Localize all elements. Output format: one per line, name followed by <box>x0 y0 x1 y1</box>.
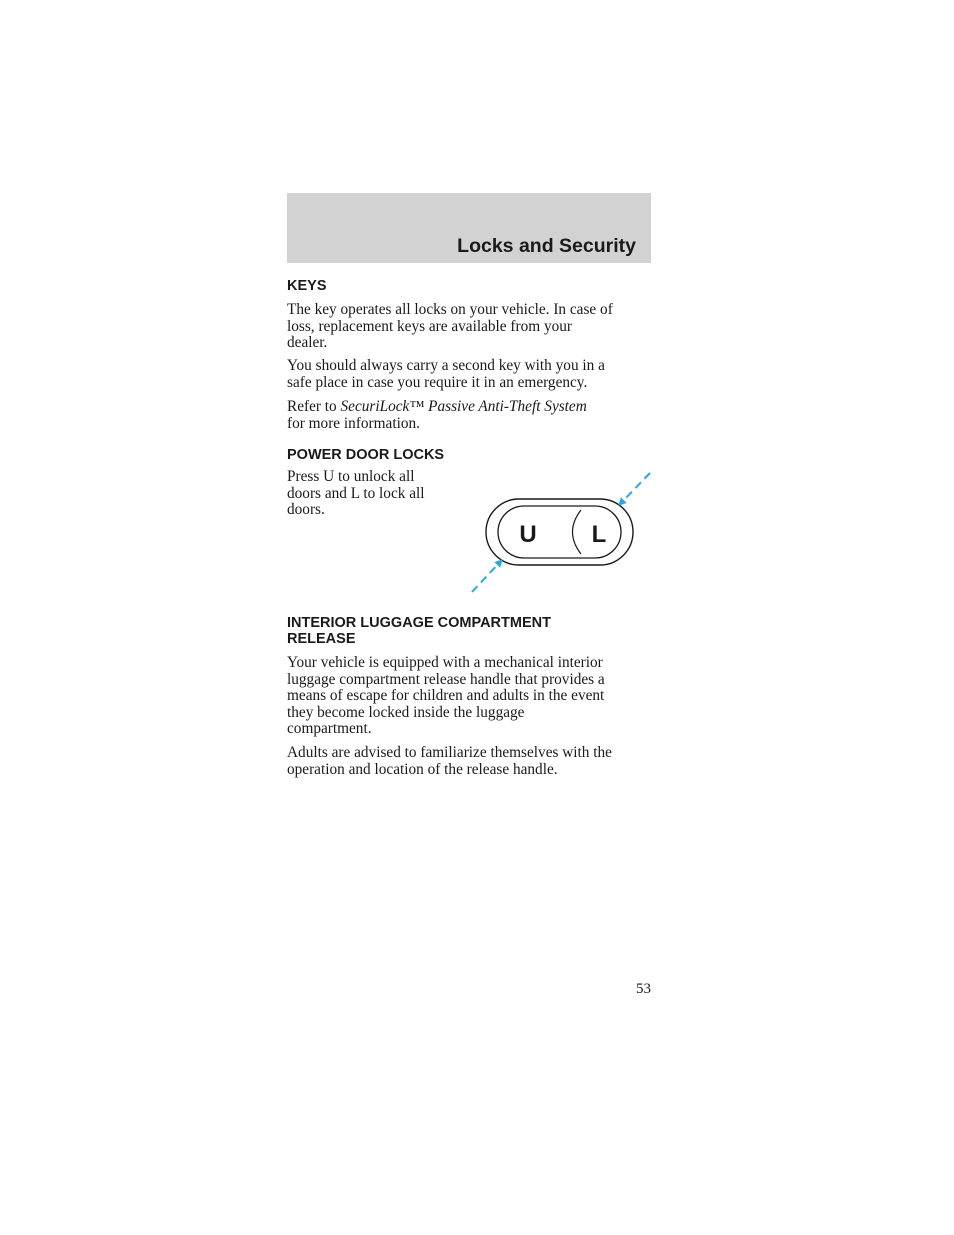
luggage-heading-line: INTERIOR LUGGAGE COMPARTMENT <box>287 615 551 631</box>
keys-paragraph-2 <box>287 358 605 391</box>
page-number: 53 <box>636 981 651 997</box>
luggage-p1-line: they become locked inside the luggage <box>287 703 525 721</box>
luggage-p1-line: compartment. <box>287 720 372 737</box>
luggage-paragraph-1 <box>287 655 605 738</box>
luggage-heading-line: RELEASE <box>287 631 356 647</box>
power-door-locks-paragraph <box>287 469 425 519</box>
keys-p3-line: for more information. <box>287 414 420 432</box>
power-locks-line: Press U to unlock all <box>287 468 415 485</box>
keys-p3-line <box>287 399 587 416</box>
power-locks-line: doors. <box>287 501 325 518</box>
keys-p1-line: dealer. <box>287 334 328 351</box>
power-locks-line: doors and L to lock all <box>287 484 425 502</box>
keys-p3-prefix: Refer to <box>287 398 341 415</box>
keys-paragraph-3 <box>287 399 587 432</box>
luggage-p2-line: Adults are advised to familiarize themselves with the <box>287 744 612 761</box>
luggage-p1-line: luggage compartment release handle that provides a <box>287 670 605 688</box>
chapter-title: Locks and Security <box>457 235 636 257</box>
luggage-p2-line: operation and location of the release handle. <box>287 760 558 778</box>
unlock-label: U <box>519 521 537 548</box>
power-door-locks-heading: POWER DOOR LOCKS <box>287 447 445 463</box>
door-lock-switch-illustration <box>465 468 655 598</box>
keys-p1-line: loss, replacement keys are available from your <box>287 317 573 335</box>
keys-heading: KEYS <box>287 278 327 294</box>
keys-p2-line: You should always carry a second key with you in a <box>287 357 605 374</box>
lock-label: L <box>591 521 607 548</box>
lock-arrow-indicator <box>621 473 650 503</box>
keys-p1-line: The key operates all locks on your vehicle. In case of <box>287 301 613 318</box>
keys-paragraph-1 <box>287 302 613 352</box>
securilock-reference: SecuriLock™ Passive Anti-Theft System <box>340 398 587 415</box>
unlock-arrow-indicator <box>472 562 500 592</box>
chapter-header <box>287 193 651 263</box>
luggage-release-heading <box>287 615 551 647</box>
luggage-paragraph-2 <box>287 745 612 778</box>
luggage-p1-line: means of escape for children and adults in the event <box>287 687 605 704</box>
keys-p2-line: safe place in case you require it in an emergency. <box>287 373 588 391</box>
luggage-p1-line: Your vehicle is equipped with a mechanical interior <box>287 654 603 671</box>
